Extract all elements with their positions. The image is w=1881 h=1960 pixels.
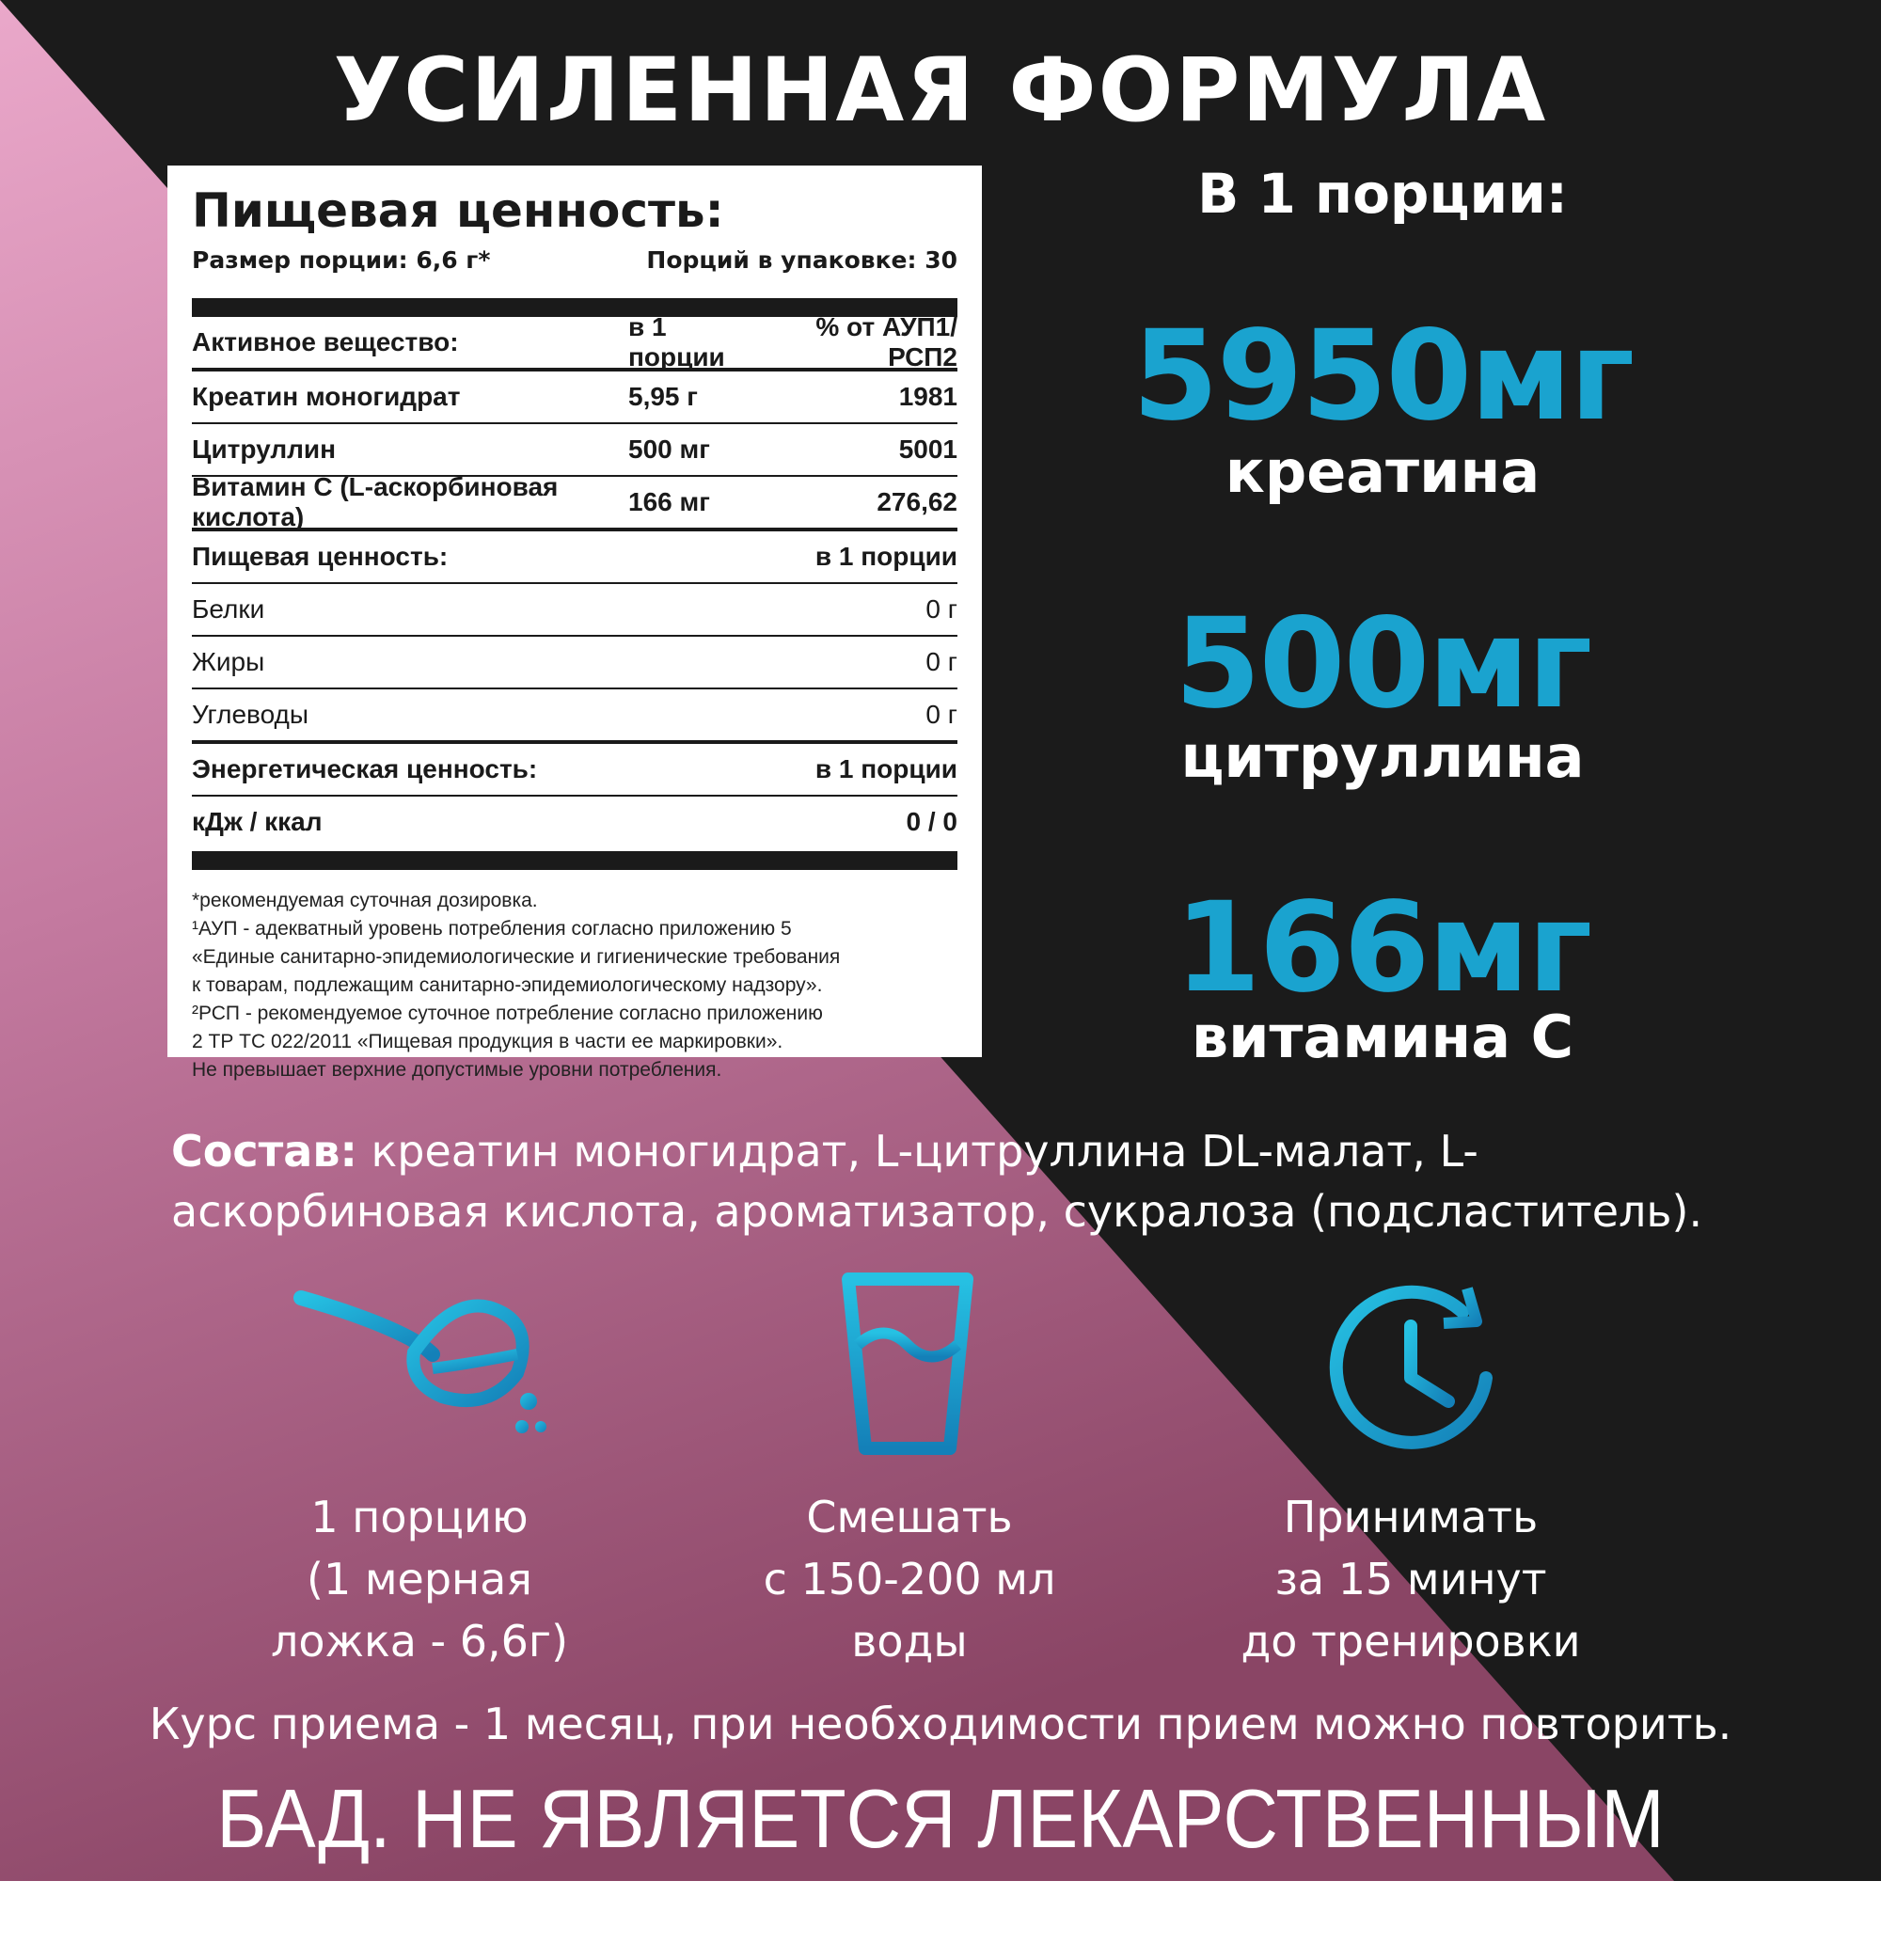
vitamin-c-amount: 166мг <box>1174 876 1591 1020</box>
vitamin-c-label: витамина С <box>1191 1003 1574 1071</box>
creatine-label: креатина <box>1225 437 1541 506</box>
header-cell: в 1 порции <box>814 754 957 783</box>
glass-icon <box>837 1270 978 1458</box>
composition-label: Состав: <box>171 1126 357 1177</box>
step-portion <box>222 1486 617 1672</box>
note-line: ¹АУП - адекватный уровень потребления согласно приложению 5 <box>192 918 792 940</box>
ingredient-name: Витамин С (L-аскорбиновая кислота) <box>192 472 559 531</box>
label-notes <box>192 887 957 1084</box>
creatine-amount: 5950мг <box>1131 304 1634 449</box>
ingredient-pct: 5001 <box>898 435 957 464</box>
step-line: Смешать <box>806 1492 1013 1542</box>
note-line: Не превышает верхние допустимые уровни потребления. <box>192 1059 722 1081</box>
disclaimer: БАД. НЕ ЯВЛЯЕТСЯ ЛЕКАРСТВЕННЫМ СРЕДСТВОМ <box>216 1772 1665 1959</box>
nutrient-value: 0 г <box>925 647 957 676</box>
header-cell: в 1 порции <box>628 312 725 371</box>
energy-header-row <box>192 744 957 797</box>
step-line: до тренировки <box>1241 1616 1581 1667</box>
step-line: воды <box>851 1616 968 1667</box>
servings-per-pack: Порций в упаковке: 30 <box>646 246 957 274</box>
note-line: «Единые санитарно-эпидемиологические и гигиенические требования <box>192 946 841 968</box>
step-line: 1 порцию <box>310 1492 529 1542</box>
step-timing <box>1213 1486 1608 1672</box>
note-line: *рекомендуемая суточная дозировка. <box>192 890 538 911</box>
ingredient-pct: 276,62 <box>877 487 957 516</box>
note-line: 2 ТР ТС 022/2011 «Пищевая продукция в части ее маркировки». <box>192 1031 783 1052</box>
timer-icon <box>1321 1274 1510 1462</box>
step-line: с 150-200 мл <box>763 1554 1056 1604</box>
table-row <box>192 637 957 689</box>
scoop-icon <box>282 1279 564 1448</box>
header-cell: % от АУП1/РСП2 <box>815 312 957 371</box>
label-serving-info <box>192 246 957 274</box>
nutrient-name: Белки <box>192 594 265 624</box>
nutrient-value: 0 г <box>925 700 957 729</box>
ingredient-amount: 166 мг <box>628 487 710 516</box>
composition <box>171 1121 1732 1241</box>
serving-size: Размер порции: 6,6 г* <box>192 246 491 274</box>
ingredient-amount: 5,95 г <box>628 382 698 411</box>
step-line: ложка - 6,6г) <box>270 1616 569 1667</box>
active-header-row <box>192 312 957 371</box>
citrulline-amount: 500мг <box>1174 592 1591 736</box>
table-row <box>192 584 957 637</box>
step-line: за 15 минут <box>1274 1554 1547 1604</box>
ingredient-amount: 500 мг <box>628 435 710 464</box>
page-title: УСИЛЕННАЯ ФОРМУЛА <box>333 40 1548 142</box>
table-row <box>192 424 957 477</box>
label-heading: Пищевая ценность: <box>192 183 724 238</box>
note-line: ²РСП - рекомендуемое суточное потребление согласно приложению <box>192 1003 823 1024</box>
header-cell: Пищевая ценность: <box>192 542 449 571</box>
nutrient-name: Жиры <box>192 647 265 676</box>
nutrient-name: Углеводы <box>192 700 309 729</box>
header-cell: Активное вещество: <box>192 327 459 356</box>
composition-text: креатин моногидрат, L-цитруллина DL-малат, L-аскорбиновая кислота, ароматизатор, сукралоза (подсластитель). <box>171 1126 1703 1237</box>
per-serving-heading: В 1 порции: <box>1197 162 1568 226</box>
ingredient-pct: 1981 <box>898 382 957 411</box>
table-row <box>192 371 957 424</box>
ingredient-name: Креатин моногидрат <box>192 382 461 411</box>
note-line: к товарам, подлежащим санитарно-эпидемиологическому надзору». <box>192 974 823 996</box>
table-row <box>192 472 957 531</box>
citrulline-label: цитруллина <box>1180 722 1585 791</box>
step-line: Принимать <box>1283 1492 1539 1542</box>
step-line: (1 мерная <box>307 1554 532 1604</box>
nutrition-label <box>167 166 982 1081</box>
table-row <box>192 797 957 847</box>
table-row <box>192 689 957 744</box>
nutrient-value: 0 г <box>925 594 957 624</box>
ingredient-name: Цитруллин <box>192 435 337 464</box>
energy-name: кДж / ккал <box>192 807 323 836</box>
course-info: Курс приема - 1 месяц, при необходимости прием можно повторить. <box>149 1699 1732 1749</box>
energy-value: 0 / 0 <box>906 807 957 836</box>
header-cell: в 1 порции <box>814 542 957 571</box>
divider-bar <box>192 851 957 870</box>
header-cell: Энергетическая ценность: <box>192 754 538 783</box>
nutrition-header-row <box>192 531 957 584</box>
step-mix <box>712 1486 1107 1672</box>
